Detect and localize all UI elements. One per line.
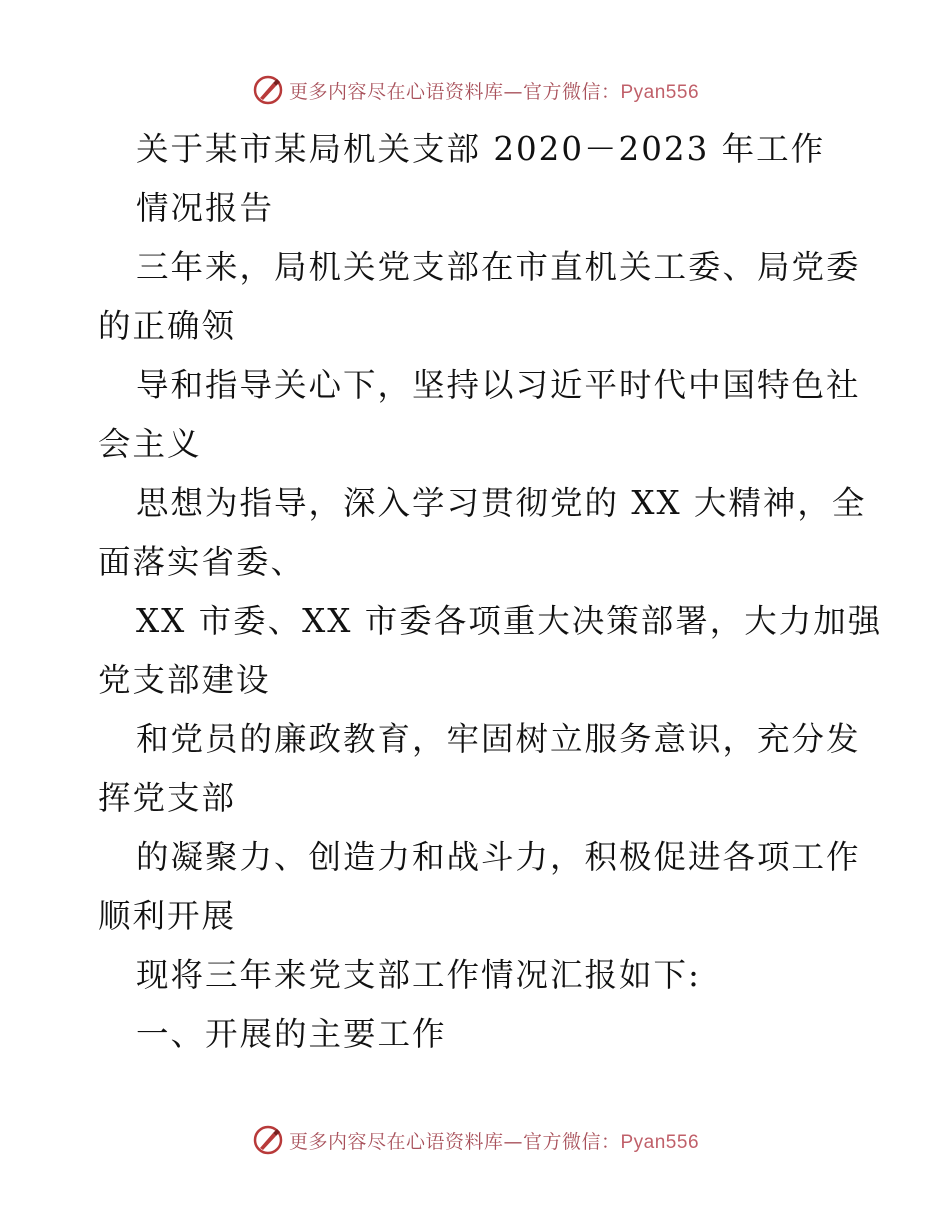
watermark-text [289, 1127, 699, 1154]
document-line: 导和指导关心下，坚持以习近平时代中国特色社 [136, 366, 861, 404]
document-line: 一、开展的主要工作 [136, 1015, 447, 1053]
watermark-separator: — [503, 1130, 523, 1153]
document-line: 思想为指导，深入学习贯彻党的 XX 大精神，全 [136, 484, 867, 522]
watermark-brand: 更多内容尽在心语资料库 [288, 1130, 504, 1153]
watermark-account: Pyan556 [620, 81, 700, 103]
document-line: 面落实省委、 [98, 543, 306, 581]
document-line: 现将三年来党支部工作情况汇报如下: [136, 956, 701, 994]
watermark-brand: 更多内容尽在心语资料库 [288, 80, 504, 103]
watermark-text [289, 77, 699, 104]
document-line: 关于某市某局机关支部 2020－2023 年工作 [136, 130, 826, 168]
document-line: 三年来，局机关党支部在市直机关工委、局党委 [136, 248, 861, 286]
document-line: XX 市委、XX 市委各项重大决策部署，大力加强 [136, 602, 883, 640]
watermark-separator: — [503, 80, 523, 103]
document-line: 情况报告 [136, 189, 275, 227]
pen-logo-icon [251, 1123, 285, 1157]
document-line: 党支部建设 [98, 661, 271, 699]
document-line: 挥党支部 [98, 779, 237, 817]
footer-watermark [0, 1120, 950, 1160]
watermark-label: 官方微信： [522, 80, 621, 103]
pen-logo-icon [251, 73, 285, 107]
watermark-label: 官方微信： [522, 1130, 621, 1153]
document-line: 的凝聚力、创造力和战斗力，积极促进各项工作 [136, 838, 861, 876]
document-line: 和党员的廉政教育，牢固树立服务意识，充分发 [136, 720, 861, 758]
watermark-account: Pyan556 [620, 1131, 700, 1153]
document-body [98, 120, 883, 1064]
document-line: 的正确领 [98, 307, 237, 345]
document-line: 会主义 [98, 425, 202, 463]
header-watermark [0, 70, 950, 110]
document-line: 顺利开展 [98, 897, 237, 935]
